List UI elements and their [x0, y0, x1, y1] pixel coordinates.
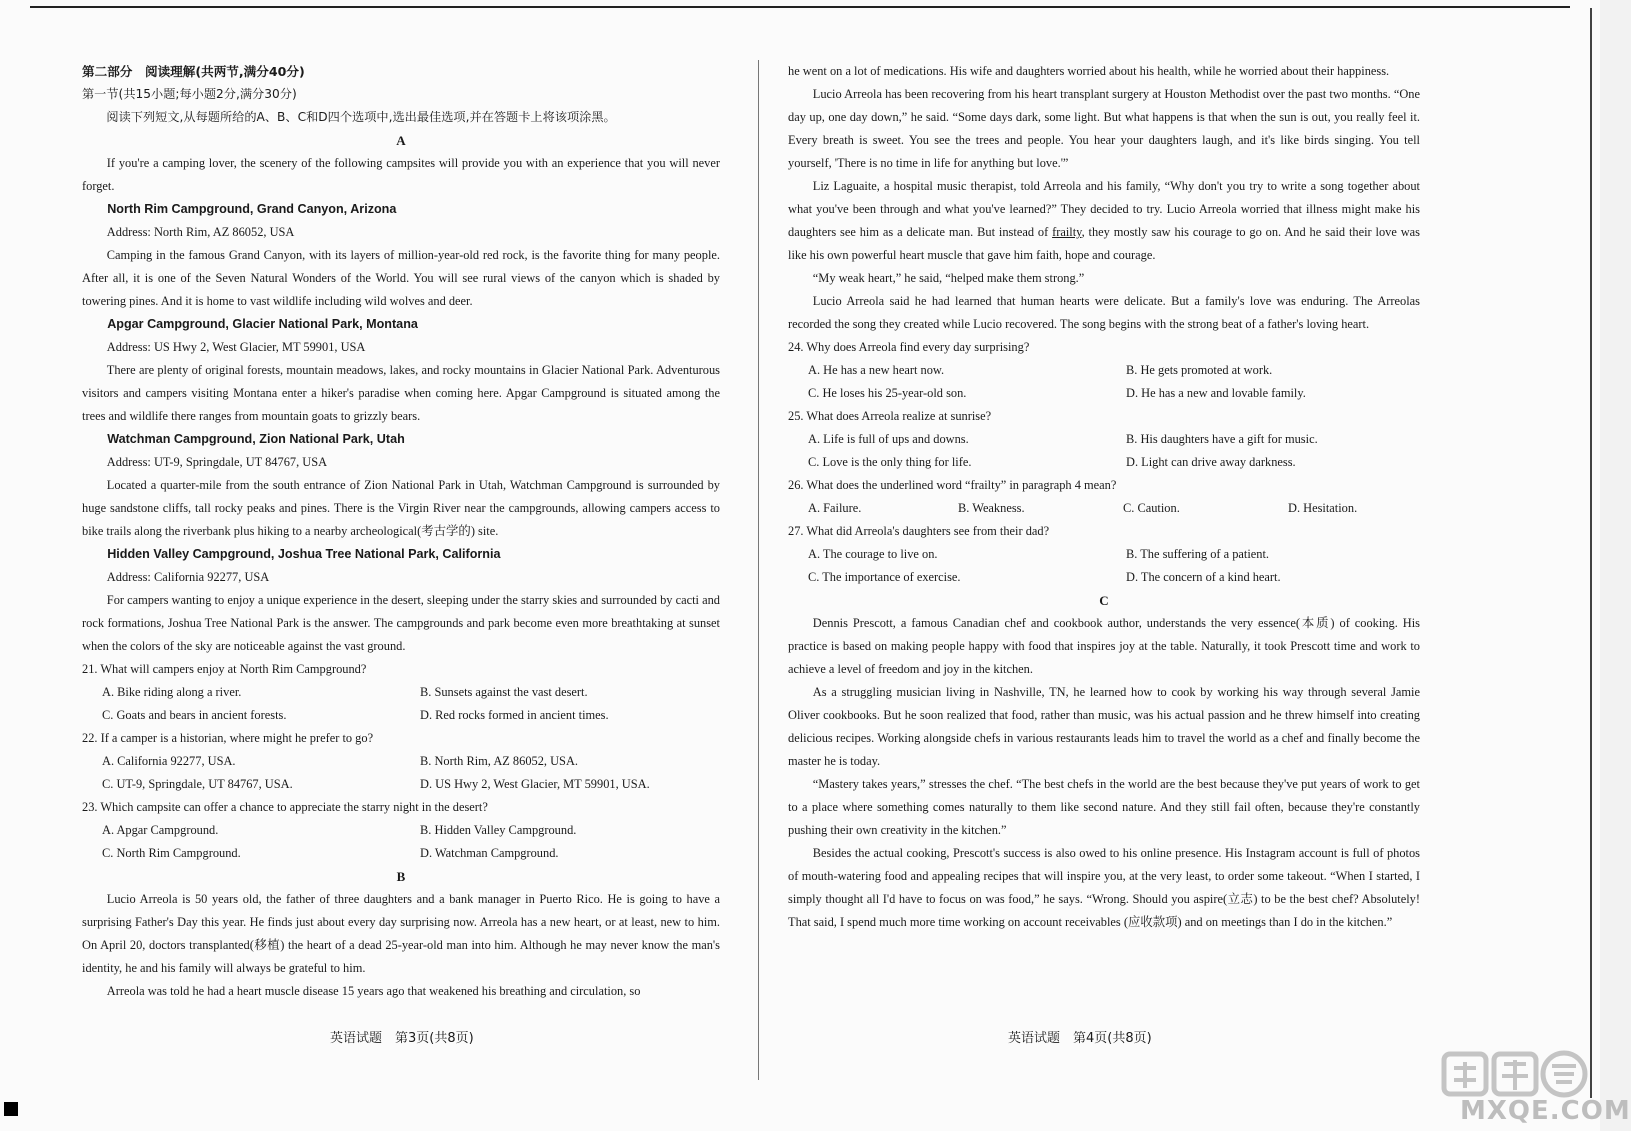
section-title: 第一节(共15小题;每小题2分,满分30分)	[82, 87, 297, 101]
camp-name: Hidden Valley Campground, Joshua Tree National Park, California	[107, 547, 501, 561]
question-stem: 27. What did Arreola's daughters see from their dad?	[788, 524, 1050, 538]
camp-description: For campers wanting to enjoy a unique experience in the desert, sleeping under the starry skies and surrounded by cacti and rock formations, Joshua Tree National Park is the answer. The campgrounds and park become even more breathtaking at sunset when the colors of the sky are noticeable against the vast ground.	[82, 593, 720, 653]
question-stem: 25. What does Arreola realize at sunrise?	[788, 409, 992, 423]
option-a: A. Bike riding along a river.	[102, 685, 242, 699]
registration-mark	[4, 1102, 18, 1116]
question-options	[788, 543, 1420, 589]
left-page	[82, 60, 720, 1003]
passage-b-paragraph: Lucio Arreola is 50 years old, the father of three daughters and a bank manager in Puerto Rico. He is going to have a surprising Father's Day this year. He finds just about every day surprising now. Arreola has a new heart, or at least, new to him. On April 20, doctors transplanted(移植) the heart of a dead 25-year-old man into him. Although he may never know the man's identity, he and his family will always be grateful to him.	[82, 892, 720, 975]
question-options	[82, 819, 720, 865]
question-stem: 26. What does the underlined word “frailty” in paragraph 4 mean?	[788, 478, 1117, 492]
question-options	[82, 681, 720, 727]
camp-name: Apgar Campground, Glacier National Park, Montana	[107, 317, 418, 331]
right-page	[788, 60, 1420, 934]
option-c: C. North Rim Campground.	[102, 846, 241, 860]
option-a: A. The courage to live on.	[808, 547, 938, 561]
option-a: A. California 92277, USA.	[102, 754, 236, 768]
camp-name: North Rim Campground, Grand Canyon, Arizona	[107, 202, 397, 216]
watermark-site-text: MXQE.COM	[1460, 1096, 1631, 1126]
option-b: B. His daughters have a gift for music.	[1126, 432, 1318, 446]
option-c: C. Caution.	[1123, 501, 1180, 515]
option-d: D. US Hwy 2, West Glacier, MT 59901, USA.	[420, 777, 650, 791]
question-stem: 24. Why does Arreola find every day surprising?	[788, 340, 1030, 354]
option-c: C. UT-9, Springdale, UT 84767, USA.	[102, 777, 293, 791]
instructions: 阅读下列短文,从每题所给的A、B、C和D四个选项中,选出最佳选项,并在答题卡上将该项涂黑。	[106, 110, 616, 124]
page-footer-left: 英语试题 第3页(共8页)	[330, 1031, 474, 1046]
option-a: A. Apgar Campground.	[102, 823, 219, 837]
top-border	[30, 6, 1570, 8]
watermark-logo	[1440, 1050, 1631, 1126]
option-a: A. Life is full of ups and downs.	[808, 432, 969, 446]
camp-description: Located a quarter-mile from the south entrance of Zion National Park in Utah, Watchman Campground is surrounded by huge sandstone cliffs, tall rocky peaks and pines. There is the Virgin River near the campgrounds, allowing campers access to bike trails along the riverbank plus hiking to a nearby archeological(考古学的) site.	[82, 478, 720, 538]
paragraph-text: , they mostly saw his courage to go on. And he said their love was like his own powerful heart muscle that gave him faith, hope and courage.	[788, 225, 1420, 262]
camp-address: Address: UT-9, Springdale, UT 84767, USA	[106, 455, 328, 469]
option-c: C. Love is the only thing for life.	[808, 455, 972, 469]
option-b: B. North Rim, AZ 86052, USA.	[420, 754, 578, 768]
passage-b-paragraph	[788, 175, 1420, 267]
option-c: C. Goats and bears in ancient forests.	[102, 708, 287, 722]
option-d: D. The concern of a kind heart.	[1126, 570, 1281, 584]
paragraph-text: Liz Laguaite, a hospital music therapist, told Arreola and his family, “Why don't you try to write a song together about what you've been through and what you've learned?” They decided to try. Lucio Arreola worried that illness might make his daughters see him as a delicate man. But instead of	[788, 179, 1420, 239]
passage-b-continuation: he went on a lot of medications. His wife and daughters worried about his health, while he worried about their happiness.	[788, 64, 1390, 78]
option-b: B. The suffering of a patient.	[1126, 547, 1270, 561]
camp-address: Address: US Hwy 2, West Glacier, MT 59901, USA	[106, 340, 366, 354]
passage-b-paragraph: Arreola was told he had a heart muscle disease 15 years ago that weakened his breathing and circulation, so	[106, 984, 641, 998]
option-d: D. Watchman Campground.	[420, 846, 559, 860]
option-d: D. Red rocks formed in ancient times.	[420, 708, 609, 722]
camp-address: Address: California 92277, USA	[106, 570, 270, 584]
option-b: B. Weakness.	[958, 501, 1025, 515]
option-c: C. The importance of exercise.	[808, 570, 961, 584]
question-stem: 21. What will campers enjoy at North Rim Campground?	[82, 662, 367, 676]
passage-c-letter: C	[1099, 593, 1109, 608]
camp-address: Address: North Rim, AZ 86052, USA	[106, 225, 295, 239]
right-border	[1590, 8, 1592, 1098]
option-b: B. Sunsets against the vast desert.	[420, 685, 588, 699]
passage-c-paragraph: “Mastery takes years,” stresses the chef. “The best chefs in the world are the best because they've put years of work to get to a place where something comes naturally to them like second nature. And they still fail often, because they're constantly pushing their own creativity in the kitchen.”	[788, 777, 1420, 837]
passage-b-paragraph: Lucio Arreola has been recovering from his heart transplant surgery at Houston Methodist over the past two months. “One day up, one day down,” he said. “Some days dark, some light. But what happens is that when the sun is out, you really feel it. Every breath is sweet. You see the trees and people. You hear your daughters laugh, and it's like birds singing. You tell yourself, 'There is no time in life for anything but love.'”	[788, 87, 1420, 170]
page-footer-right: 英语试题 第4页(共8页)	[1008, 1031, 1152, 1046]
watermark-icon	[1440, 1050, 1590, 1100]
camp-name: Watchman Campground, Zion National Park, Utah	[107, 432, 405, 446]
passage-a-letter: A	[396, 133, 406, 148]
passage-b-paragraph: Lucio Arreola said he had learned that human hearts were delicate. But a family's love was enduring. The Arreolas recorded the song they created while Lucio recovered. The song begins with the strong beat of a father's loving heart.	[788, 294, 1420, 331]
question-options	[788, 359, 1420, 405]
option-d: D. He has a new and lovable family.	[1126, 386, 1306, 400]
passage-b-letter: B	[396, 869, 406, 884]
question-stem: 22. If a camper is a historian, where might he prefer to go?	[82, 731, 374, 745]
option-a: A. He has a new heart now.	[808, 363, 945, 377]
option-b: B. Hidden Valley Campground.	[420, 823, 577, 837]
option-d: D. Hesitation.	[1288, 501, 1358, 515]
part-title: 第二部分 阅读理解(共两节,满分40分)	[82, 64, 305, 79]
question-options	[788, 428, 1420, 474]
option-a: A. Failure.	[808, 501, 862, 515]
question-options	[788, 497, 1420, 520]
passage-c-paragraph: As a struggling musician living in Nashville, TN, he learned how to cook by working his way through several Jamie Oliver cookbooks. But he soon realized that food, rather than music, was his actual passion and he threw himself into creating delicious recipes. Working alongside chefs in various restaurants leads him to travel the world as a chef and finally become the master he is today.	[788, 685, 1420, 768]
camp-description: Camping in the famous Grand Canyon, with its layers of million-year-old red rock, is the favorite thing for many people. After all, it is one of the Seven Natural Wonders of the World. You will see rural views of the canyon which is shaded by towering pines. And it is home to vast wildlife including wild wolves and deer.	[82, 248, 720, 308]
passage-c-paragraph: Dennis Prescott, a famous Canadian chef and cookbook author, understands the very essence(本质) of cooking. His practice is based on making people happy with food that inspires joy at the table. Naturally, it took Prescott time and work to achieve a level of freedom and joy in the kitchen.	[788, 616, 1420, 676]
passage-b-paragraph: “My weak heart,” he said, “helped make them strong.”	[812, 271, 1085, 285]
question-stem: 23. Which campsite can offer a chance to appreciate the starry night in the desert?	[82, 800, 488, 814]
underlined-word: frailty	[1052, 225, 1082, 239]
option-d: D. Light can drive away darkness.	[1126, 455, 1296, 469]
question-options	[82, 750, 720, 796]
passage-a-intro: If you're a camping lover, the scenery of the following campsites will provide you with an experience that you will never forget.	[82, 156, 720, 193]
passage-c-paragraph: Besides the actual cooking, Prescott's success is also owed to his online presence. His Instagram account is full of photos of mouth-watering food and appealing recipes that will inspire you, at the very least, to order some takeout. “When I started, I simply thought all I'd have to focus on was food,” he says. “Wrong. Should you aspire(立志) to be the best chef? Absolutely! That said, I spend much more time working on account receivables (应收款项) and on meetings than I do in the kitchen.”	[788, 846, 1420, 929]
option-c: C. He loses his 25-year-old son.	[808, 386, 967, 400]
option-b: B. He gets promoted at work.	[1126, 363, 1273, 377]
camp-description: There are plenty of original forests, mountain meadows, lakes, and rocky mountains in Glacier National Park. Adventurous visitors and campers visiting Montana enter a hiker's paradise when coming here. Apgar Campground is situated among the trees and wildlife there ranges from mountain goats to grizzly bears.	[82, 363, 720, 423]
column-divider	[758, 60, 759, 1080]
